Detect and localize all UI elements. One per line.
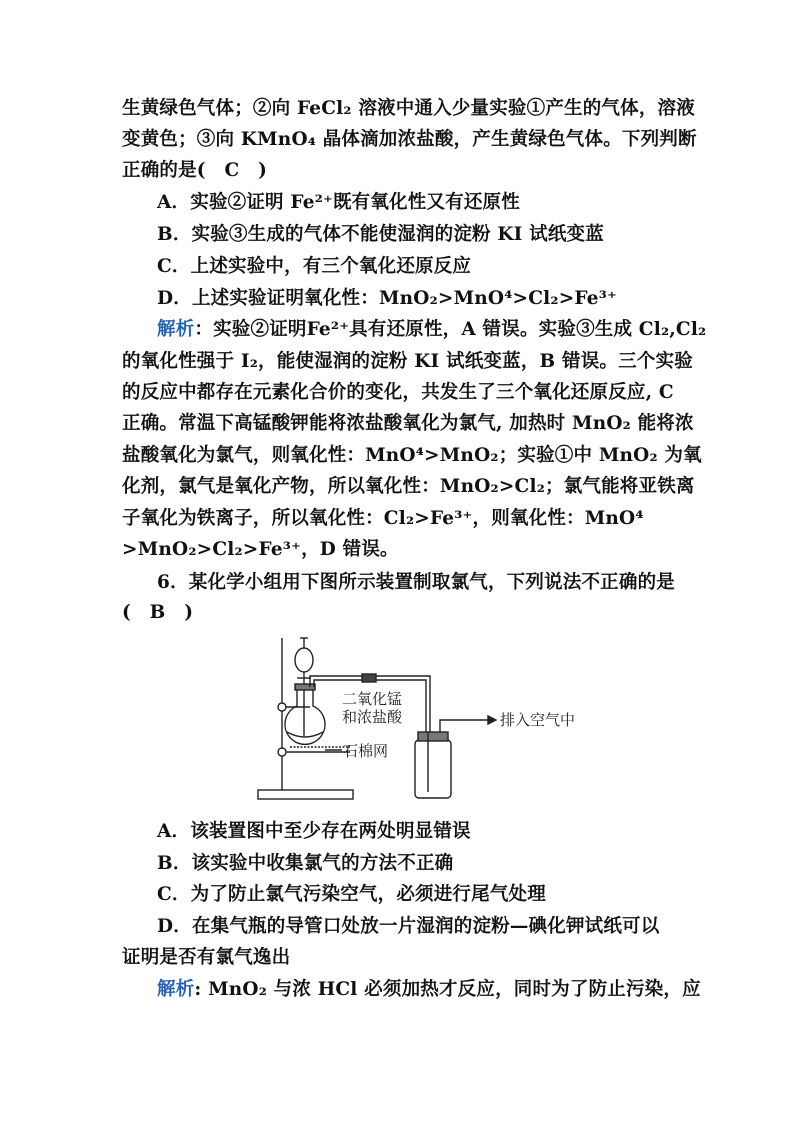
- ring-clamp-knob: [278, 748, 286, 756]
- reagent-label-line-1: 二氧化锰: [342, 690, 403, 708]
- exhaust-label: 排入空气中: [500, 711, 576, 729]
- analysis-label: 解析: [157, 979, 195, 1000]
- q5-analysis-line-7: 子氧化为铁离子，所以氧化性：Cl₂>Fe³⁺，则氧化性：MnO⁴: [122, 508, 644, 529]
- q5-analysis-line-2: 的氧化性强于 I₂，能使湿润的淀粉 KI 试纸变蓝，B 错误。三个实验: [122, 351, 693, 372]
- exhaust-arrowhead: [488, 716, 496, 724]
- q6-option-d-line-2: 证明是否有氯气逸出: [122, 947, 291, 968]
- q5-option-d: D．上述实验证明氧化性：MnO₂>MnO⁴>Cl₂>Fe³⁺: [157, 288, 617, 309]
- outlet-tube: [440, 720, 464, 732]
- rubber-connector: [362, 674, 376, 682]
- flask-stopper: [295, 684, 315, 690]
- stand-base: [258, 790, 353, 799]
- q5-option-a: A．实验②证明 Fe²⁺既有氧化性又有还原性: [157, 192, 520, 213]
- analysis-label: 解析: [157, 319, 195, 340]
- q5-analysis-line-5: 盐酸氧化为氯气，则氧化性：MnO⁴>MnO₂；实验①中 MnO₂ 为氧: [122, 445, 702, 466]
- q6-option-d-line-1: D．在集气瓶的导管口处放一片湿润的淀粉—碘化钾试纸可以: [157, 916, 660, 937]
- q5-stem-line-1: 生黄绿色气体；②向 FeCl₂ 溶液中通入少量实验①产生的气体，溶液: [122, 98, 695, 119]
- q6-analysis-line-1: 解析: MnO₂ 与浓 HCl 必须加热才反应，同时为了防止污染，应: [157, 979, 701, 1000]
- q5-analysis-line-8: >MnO₂>Cl₂>Fe³⁺，D 错误。: [122, 539, 399, 560]
- q6-option-b: B．该实验中收集氯气的方法不正确: [157, 853, 454, 874]
- q5-stem-line-2: 变黄色；③向 KMnO₄ 晶体滴加浓盐酸，产生黄绿色气体。下列判断: [122, 129, 697, 150]
- reagent-label-line-2: 和浓盐酸: [342, 708, 403, 726]
- q5-analysis-line-4: 正确。常温下高锰酸钾能将浓盐酸氧化为氯气, 加热时 MnO₂ 能将浓: [122, 413, 694, 434]
- bottle-stopper: [418, 732, 448, 741]
- gauze-label: 石棉网: [343, 742, 389, 760]
- q5-analysis-line-6: 化剂，氯气是氧化产物，所以氧化性：MnO₂>Cl₂；氯气能将亚铁离: [122, 476, 695, 497]
- q5-option-b: B．实验③生成的气体不能使湿润的淀粉 KI 试纸变蓝: [157, 224, 604, 245]
- chlorine-apparatus-diagram: [250, 632, 600, 808]
- q6-option-a: A．该装置图中至少存在两处明显错误: [157, 821, 471, 842]
- q6-option-c: C．为了防止氯气污染空气，必须进行尾气处理: [157, 884, 546, 905]
- gas-collecting-bottle: [415, 740, 451, 798]
- round-bottom-flask: [285, 688, 325, 744]
- q6-stem-line-2: ( B ): [122, 602, 194, 623]
- separatory-funnel: [295, 648, 313, 672]
- q5-option-c: C．上述实验中，有三个氧化还原反应: [157, 256, 472, 277]
- neck-clamp-knob: [278, 703, 286, 711]
- q5-analysis-line-1: 解析：实验②证明Fe²⁺具有还原性，A 错误。实验③生成 Cl₂,Cl₂: [157, 319, 707, 340]
- q6-stem-line-1: 6．某化学小组用下图所示装置制取氯气，下列说法不正确的是: [157, 572, 675, 593]
- flask-liquid: [287, 732, 323, 737]
- q5-stem-line-3: 正确的是( C ): [122, 160, 268, 181]
- q5-analysis-line-3: 的反应中都存在元素化合价的变化，共发生了三个氧化还原反应, C: [122, 382, 674, 403]
